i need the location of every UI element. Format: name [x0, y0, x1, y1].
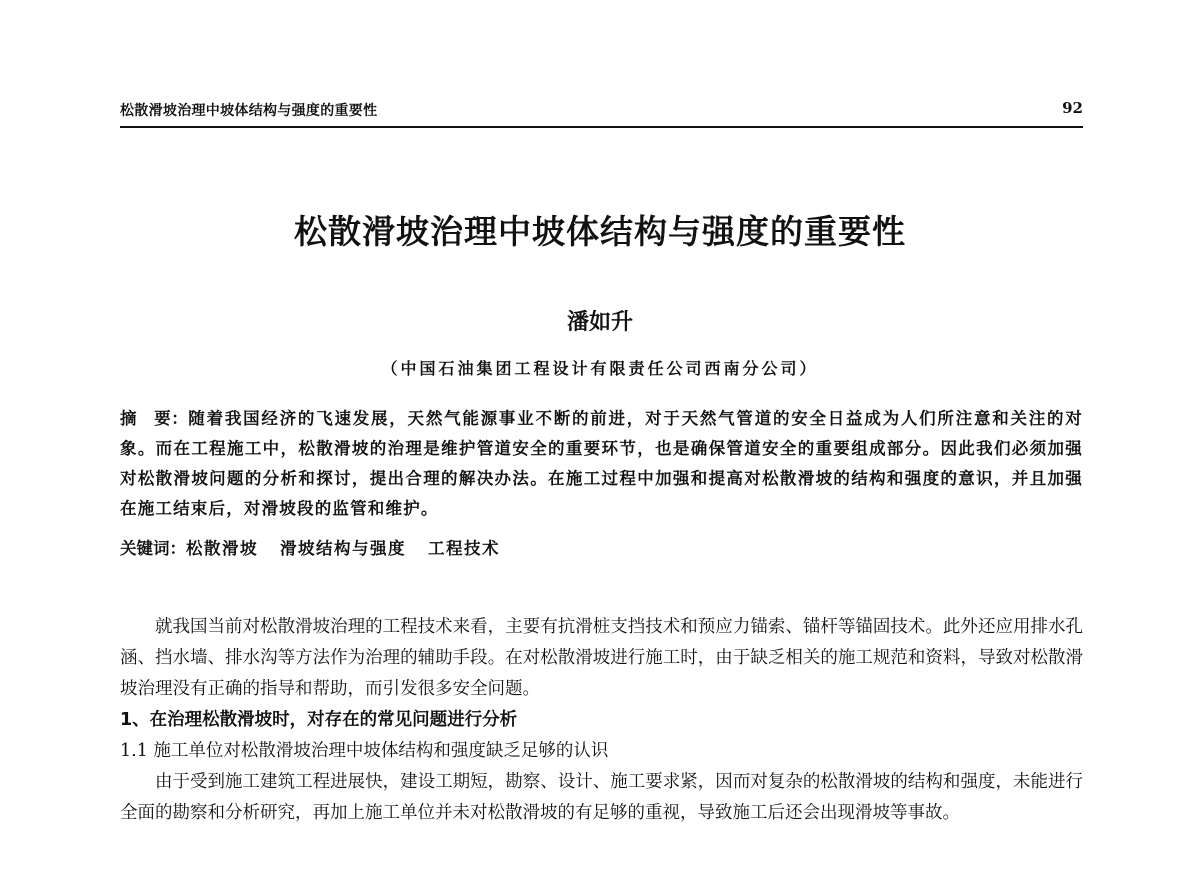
keyword-item: 松散滑坡 — [186, 539, 258, 558]
subsection-paragraph: 由于受到施工建筑工程进展快，建设工期短，勘察、设计、施工要求紧，因而对复杂的松散滑坡的结构和强度，未能进行全面的勘察和分析研究，再加上施工单位并未对松散滑坡的有足够的重视，导致施工后还会出现滑坡等事故。 — [120, 772, 1083, 823]
author-affiliation: （中国石油集团工程设计有限责任公司西南分公司） — [381, 359, 819, 378]
section-heading: 1、在治理松散滑坡时，对存在的常见问题进行分析 — [120, 710, 518, 730]
abstract-label: 摘 要： — [120, 409, 189, 428]
body-text — [120, 612, 1083, 829]
keyword-item: 工程技术 — [428, 539, 500, 558]
running-header — [120, 98, 1083, 128]
keywords — [120, 537, 1083, 561]
subsection-heading: 1.1 施工单位对松散滑坡治理中坡体结构和强度缺乏足够的认识 — [120, 741, 609, 761]
paper-title: 松散滑坡治理中坡体结构与强度的重要性 — [294, 212, 906, 251]
author-name: 潘如升 — [566, 310, 633, 335]
intro-paragraph: 就我国当前对松散滑坡治理的工程技术来看，主要有抗滑桩支挡技术和预应力锚索、锚杆等锚固技术。此外还应用排水孔涵、挡水墙、排水沟等方法作为治理的辅助手段。在对松散滑坡进行施工时，由于缺乏相关的施工规范和资料，导致对松散滑坡治理没有正确的指导和帮助，而引发很多安全问题。 — [120, 617, 1083, 699]
page-number: 92 — [1062, 99, 1083, 117]
keyword-item: 滑坡结构与强度 — [280, 539, 406, 558]
abstract-text: 随着我国经济的飞速发展，天然气能源事业不断的前进，对于天然气管道的安全日益成为人们所注意和关注的对象。而在工程施工中，松散滑坡的治理是维护管道安全的重要环节，也是确保管道安全的重要组成部分。因此我们必须加强对松散滑坡问题的分析和探讨，提出合理的解决办法。在施工过程中加强和提高对松散滑坡的结构和强度的意识，并且加强在施工结束后，对滑坡段的监管和维护。 — [120, 409, 1084, 518]
running-title: 松散滑坡治理中坡体结构与强度的重要性 — [120, 103, 378, 119]
keywords-label: 关键词： — [120, 539, 186, 558]
abstract — [120, 404, 1083, 524]
